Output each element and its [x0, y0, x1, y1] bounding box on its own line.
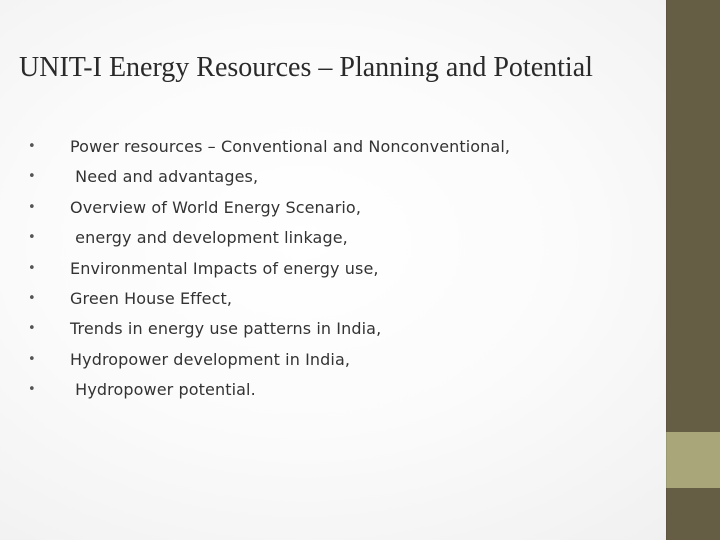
bullet-marker: • [28, 321, 36, 337]
side-band-dark-bottom [666, 488, 720, 540]
bullet-text: Need and advantages, [70, 167, 259, 187]
side-decoration-panel [666, 0, 720, 540]
bullet-marker: • [28, 290, 36, 306]
bullet-marker: • [28, 351, 36, 367]
bullet-item [28, 314, 648, 344]
bullet-item [28, 375, 648, 405]
side-divider [666, 0, 667, 540]
bullet-text: energy and development linkage, [70, 228, 348, 248]
bullet-text: Hydropower development in India, [70, 349, 351, 369]
bullet-text: Power resources – Conventional and Nonconventional, [70, 137, 511, 156]
bullet-item [28, 254, 648, 284]
bullet-text: Overview of World Energy Scenario, [70, 197, 362, 217]
bullet-text: Green House Effect, [70, 288, 233, 308]
bullet-marker: • [28, 139, 36, 154]
bullet-marker: • [28, 169, 36, 185]
side-band-accent [666, 432, 720, 488]
bullet-item [28, 284, 648, 314]
bullet-item [28, 223, 648, 253]
bullet-text: Trends in energy use patterns in India, [70, 319, 382, 339]
slide-title: UNIT-I Energy Resources – Planning and Potential [19, 52, 593, 83]
bullet-marker: • [28, 260, 36, 276]
bullet-text: Hydropower potential. [70, 380, 256, 400]
bullet-item [28, 193, 648, 223]
bullet-item [28, 345, 648, 375]
bullet-marker: • [28, 230, 36, 246]
bullet-text: Environmental Impacts of energy use, [70, 258, 379, 278]
bullet-item [28, 132, 648, 162]
bullet-item [28, 162, 648, 192]
bullet-marker: • [28, 382, 36, 398]
bullet-marker: • [28, 199, 36, 215]
bullet-list [28, 132, 648, 406]
side-band-dark-top [666, 0, 720, 432]
